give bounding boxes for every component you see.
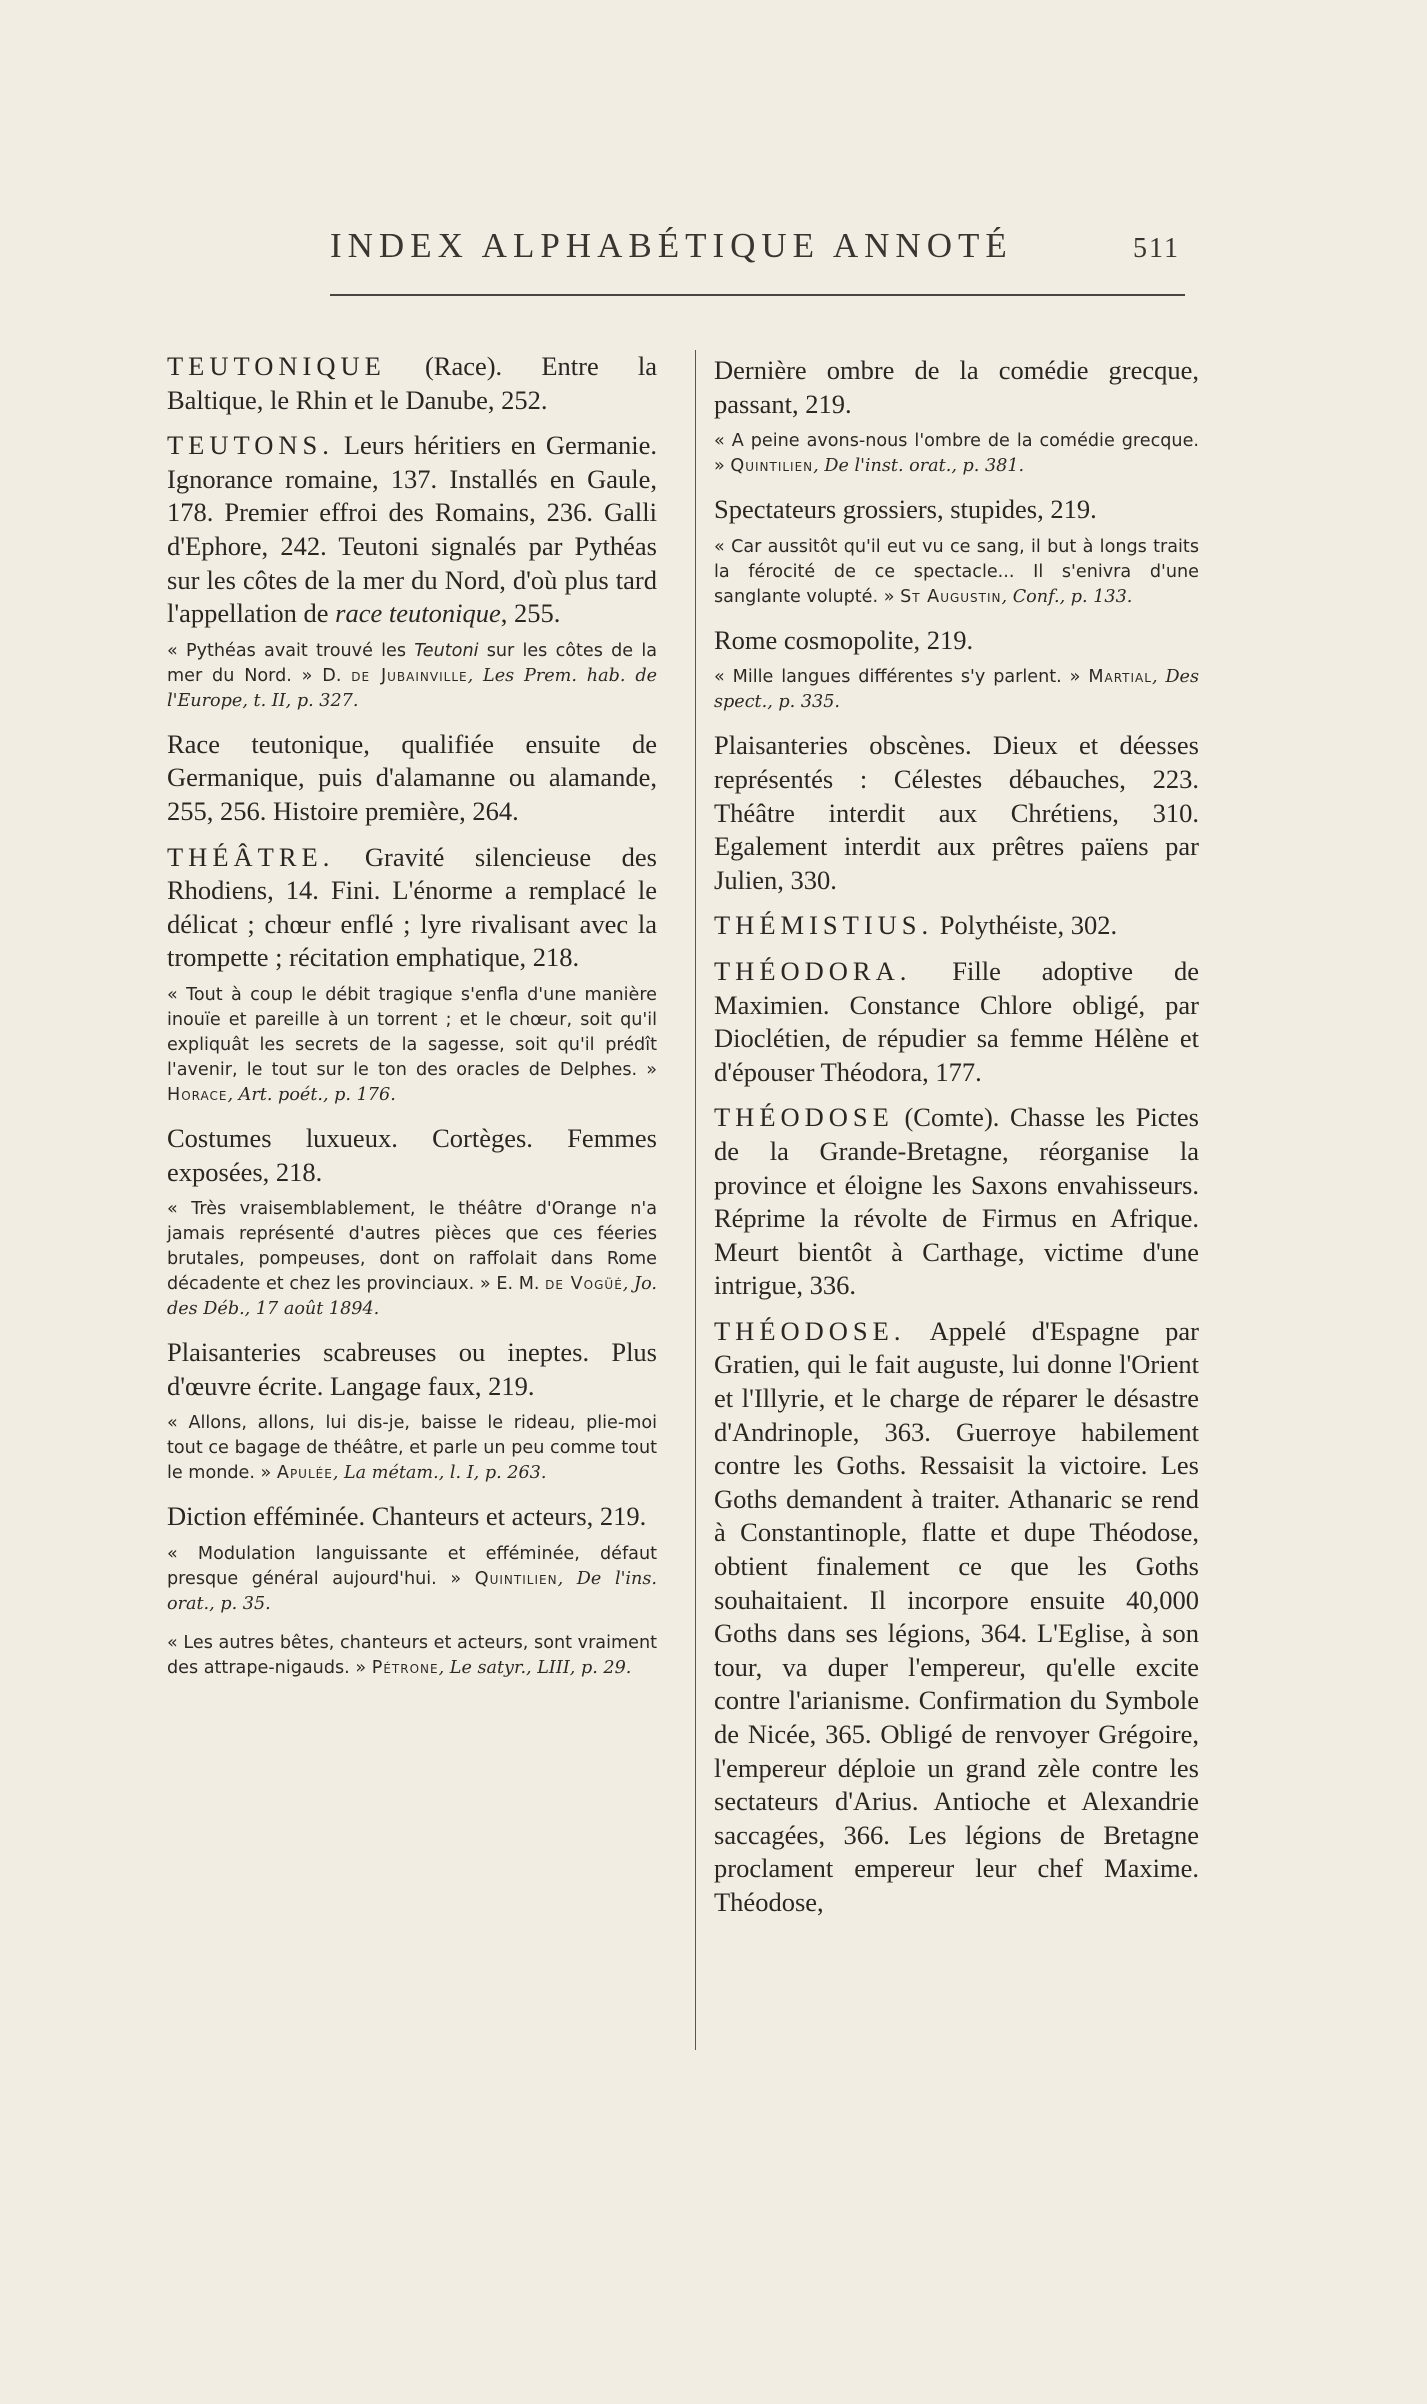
quote-text: « Les autres bêtes, chanteurs et acteurs, sont vraiment des attrape-nigauds. » (167, 1632, 657, 1678)
quote-author: Martial (1088, 667, 1152, 688)
left-column (167, 350, 657, 1695)
quotation (167, 1197, 657, 1322)
quote-text: « Pythéas avait trouvé les (167, 640, 415, 661)
quote-reference: , Jo. des Déb., 17 août 1894. (167, 1274, 657, 1320)
entry-italic: race teutonique (335, 598, 501, 629)
index-entry (167, 841, 657, 975)
column-divider (695, 350, 696, 2050)
entry-head: THÉMISTIUS. (714, 910, 934, 941)
subentry: Diction efféminée. Chanteurs et acteurs, 219. (167, 1501, 647, 1532)
index-entry (167, 429, 657, 631)
quotation (167, 639, 657, 714)
quote-author: Pétrone (371, 1657, 439, 1678)
entry-text: Polythéiste, 302. (933, 910, 1118, 941)
index-entry (167, 350, 657, 417)
quote-text: « Allons, allons, lui dis-je, baisse le rideau, plie-moi tout ce bagage de théâtre, et parle un peu comme tout le monde. » (167, 1413, 657, 1484)
subentry: Rome cosmopolite, 219. (714, 624, 974, 655)
quote-text: « Très vraisemblablement, le théâtre d'Orange n'a jamais représenté d'autres pièces que ces féeries brutales, pompeuses, dont on raffolait dans Rome décadente et chez les provinciaux. » E. M. (167, 1199, 657, 1295)
quote-reference: , Les Prem. hab. de l'Europe, t. II, p. 327. (167, 665, 657, 711)
entry-head: TEUTONIQUE (167, 351, 386, 381)
quote-reference: , La métam., l. I, p. 263. (332, 1463, 547, 1484)
subentry: Dernière ombre de la comédie grecque, passant, 219. (714, 355, 1199, 419)
quote-reference: , De l'ins. orat., p. 35. (167, 1568, 657, 1614)
quote-text: « Mille langues différentes s'y parlent. » (714, 667, 1089, 688)
quote-italic: Teutoni (414, 640, 479, 661)
quote-text: « Car aussitôt qu'il eut vu ce sang, il but à longs traits la férocité de ce spectacle... Il s'enivra d'une sanglante volupté. » (714, 536, 1199, 607)
quotation (714, 429, 1199, 479)
quote-reference: , Conf., p. 133. (1001, 586, 1133, 607)
quotation (167, 1411, 657, 1486)
quotation (714, 535, 1199, 610)
index-entry (714, 909, 1199, 943)
entry-head: THÉODOSE. (714, 1315, 906, 1346)
quote-text: « Modulation languissante et efféminée, défaut presque général aujourd'hui. » (167, 1543, 657, 1589)
quote-reference: , Des spect., p. 335. (714, 667, 1199, 713)
header-rule (330, 294, 1185, 296)
quote-text: sur les côtes de la mer du Nord. » D. (167, 640, 657, 686)
page-number: 511 (1133, 233, 1180, 264)
running-header (330, 226, 1180, 276)
quote-author: Apulée (276, 1463, 333, 1484)
quote-reference: , Art. poét., p. 176. (227, 1084, 396, 1105)
entry-text: Fille adoptive de Maximien. Constance Chlore obligé, par Dioclétien, de répudier sa femme Hélène et d'épouser Théodora, 177. (714, 955, 1199, 1087)
index-entry (714, 1315, 1199, 1920)
quote-author: St Augustin (900, 586, 1002, 607)
subentry: Spectateurs grossiers, stupides, 219. (714, 494, 1097, 525)
quotation (167, 983, 657, 1108)
quote-author: Horace (167, 1084, 228, 1105)
entry-text: , 255. (500, 598, 561, 629)
entry-text: Leurs héritiers en Germanie. Ignorance romaine, 137. Installés en Gaule, 178. Premier effroi des Romains, 236. Galli d'Ephore, 242. Teutoni signalés par Pythéas sur les côtes de la mer du Nord, d'où plus tard l'appellation de (167, 430, 657, 629)
index-entry (714, 1101, 1199, 1303)
quote-author: Quintilien (474, 1568, 558, 1589)
quote-author: Quintilien (730, 456, 814, 477)
quote-text: « Tout à coup le débit tragique s'enfla d'une manière inouïe et pareille à un torrent ; et le chœur, soit qu'il expliquât les secrets de la sagesse, soit qu'il prédît l'avenir, le tout sur le ton des oracles de Delphes. » (167, 984, 657, 1080)
subentry: Race teutonique, qualifiée ensuite de Germanique, puis d'alamanne ou alamande, 255, 256. Histoire première, 264. (167, 728, 657, 826)
entry-head: THÉÂTRE. (167, 841, 335, 872)
quote-author: de Vogüé (545, 1274, 623, 1295)
running-title: INDEX ALPHABÉTIQUE ANNOTÉ (330, 226, 1013, 265)
quote-author: de Jubainville (351, 665, 468, 686)
quotation (167, 1542, 657, 1617)
right-column (714, 350, 1199, 1928)
subentry: Plaisanteries scabreuses ou ineptes. Plus d'œuvre écrite. Langage faux, 219. (167, 1337, 657, 1401)
subentry: Costumes luxueux. Cortèges. Femmes exposées, 218. (167, 1122, 657, 1187)
entry-text: Gravité silencieuse des Rhodiens, 14. Fini. L'énorme a remplacé le délicat ; chœur enflé ; lyre rivalisant avec la trompette ; récitation emphatique, 218. (167, 841, 657, 973)
entry-text: (Comte). Chasse les Pictes de la Grande-Bretagne, réorganise la province et éloigne les Saxons envahisseurs. Réprime la révolte de Firmus en Afrique. Meurt bientôt à Carthage, victime d'une intrigue, 336. (714, 1102, 1199, 1301)
entry-head: THÉODORA. (714, 955, 912, 986)
quotation (714, 665, 1199, 715)
entry-head: TEUTONS. (167, 430, 334, 461)
entry-head: THÉODOSE (714, 1102, 894, 1133)
quote-reference: , De l'inst. orat., p. 381. (813, 456, 1025, 477)
index-entry (714, 955, 1199, 1089)
entry-text: Appelé d'Espagne par Gratien, qui le fait auguste, lui donne l'Orient et l'Illyrie, et le charge de réparer le désastre d'Andrinople, 363. Guerroye habilement contre les Goths. Ressaisit la victoire. Les Goths demandent à traiter. Athanaric se rend à Constantinople, flatte et dupe Théodose, obtient finalement ce que les Goths souhaitaient. Il incorpore ensuite 40,000 Goths dans ses légions, 364. L'Eglise, à son tour, va duper l'empereur, qu'elle excite contre l'arianisme. Confirmation du Symbole de Nicée, 365. Obligé de renvoyer Grégoire, l'empereur déploie un grand zèle contre les sectateurs d'Arius. Antioche et Alexandrie saccagées, 366. Les légions de Bretagne proclament empereur leur chef Maxime. Théodose, (714, 1315, 1199, 1917)
entry-text: (Race). Entre la Baltique, le Rhin et le Danube, 252. (167, 351, 657, 415)
quotation (167, 1631, 657, 1681)
quote-reference: , Le satyr., LIII, p. 29. (438, 1657, 632, 1678)
quote-text: « A peine avons-nous l'ombre de la comédie grecque. » (714, 431, 1199, 477)
subentry: Plaisanteries obscènes. Dieux et déesses représentés : Célestes débauches, 223. Théâtre interdit aux Chrétiens, 310. Egalement interdit aux prêtres païens par Julien, 330. (714, 730, 1199, 895)
